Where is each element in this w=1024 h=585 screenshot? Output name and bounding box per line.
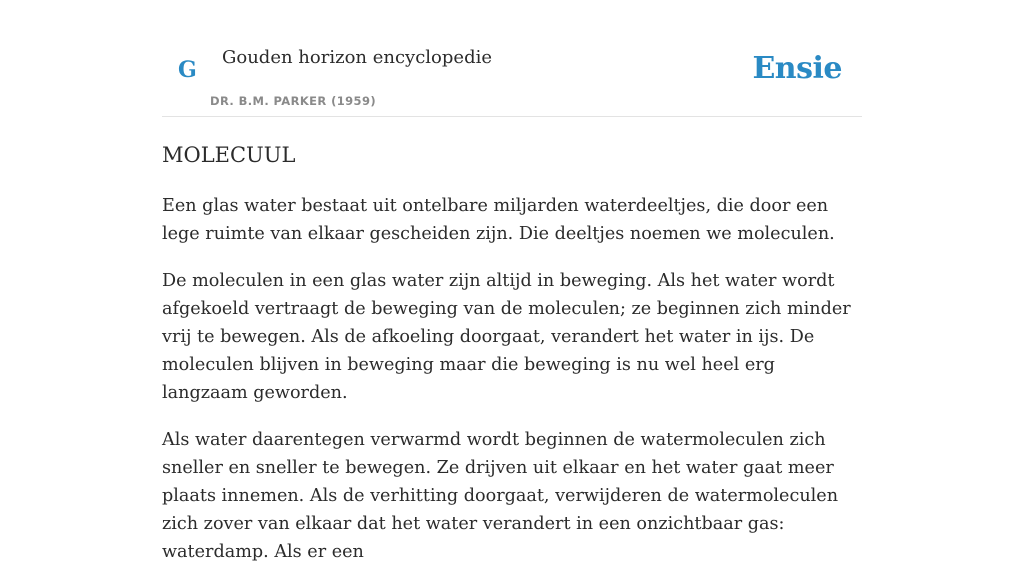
entry-title: MOLECUUL — [162, 143, 296, 167]
ensie-brand-logo[interactable]: Ensie — [752, 51, 842, 86]
book-title-link[interactable]: Gouden horizon encyclopedie — [222, 47, 492, 68]
book-author: DR. B.M. PARKER (1959) — [210, 94, 377, 108]
source-header — [162, 0, 862, 117]
encyclopedia-logo[interactable]: G — [178, 57, 197, 83]
entry-paragraph: Als water daarentegen verwarmd wordt beginnen de watermoleculen zich sneller en sneller te bewegen. Ze drijven uit elkaar en het water gaat meer plaats innemen. Als de verhitting doorgaat, verwijderen de watermoleculen zich zover van elkaar dat het water verandert in een onzichtbaar gas: waterdamp. Als er een — [162, 430, 839, 562]
page-container — [162, 0, 862, 562]
entry-body — [162, 192, 862, 585]
entry-paragraph: Een glas water bestaat uit ontelbare miljarden waterdeeltjes, die door een lege ruimte van elkaar gescheiden zijn. Die deeltjes noemen we moleculen. — [162, 196, 835, 244]
entry-paragraph: De moleculen in een glas water zijn altijd in beweging. Als het water wordt afgekoeld vertraagt de beweging van de moleculen; ze beginnen zich minder vrij te bewegen. Als de afkoeling doorgaat, verandert het water in ijs. De moleculen blijven in beweging maar die beweging is nu wel heel erg langzaam geworden. — [162, 271, 851, 403]
